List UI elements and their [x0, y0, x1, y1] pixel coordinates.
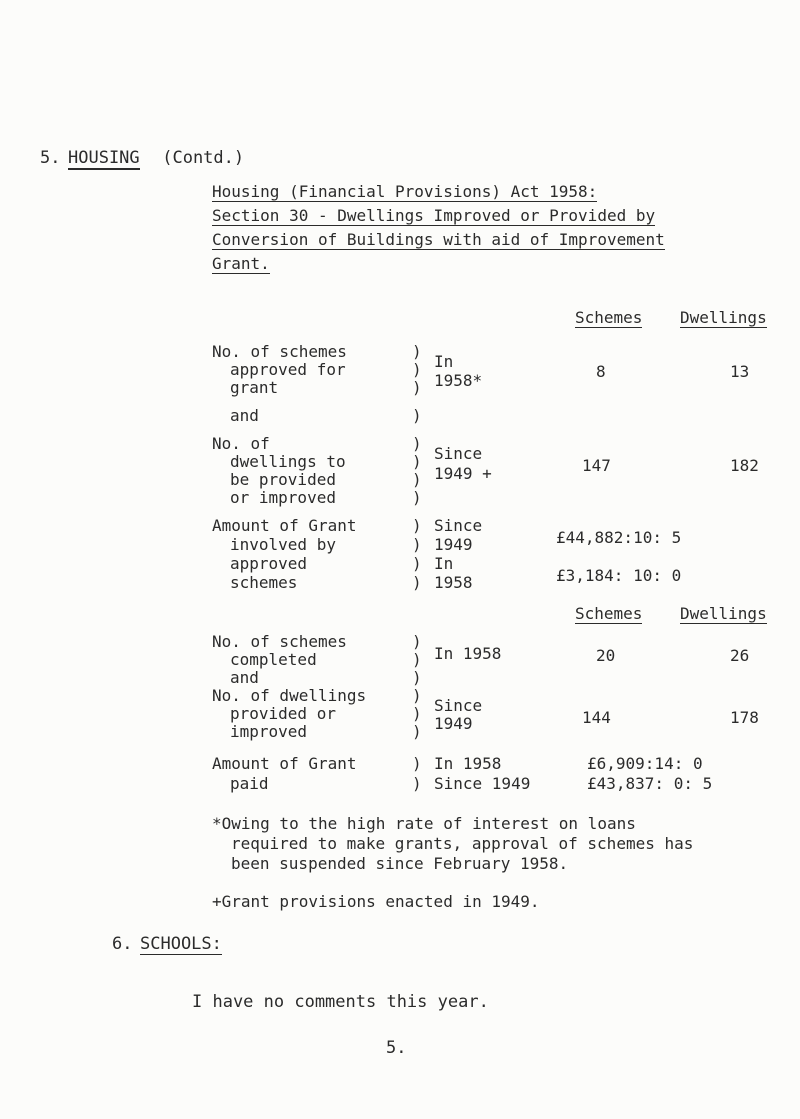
period-in-year: 1958* — [434, 371, 483, 390]
bracket: ) — [412, 668, 422, 687]
row-label: approved for — [230, 360, 346, 379]
period-since-year: 1949 — [434, 714, 473, 733]
footnote-plus: +Grant provisions enacted in 1949. — [212, 892, 540, 911]
table-1-in-schemes: 8 — [596, 362, 606, 381]
bracket: ) — [412, 535, 422, 554]
row-label: approved — [230, 554, 308, 573]
bracket: ) — [412, 360, 422, 379]
period-label: 1958 — [434, 573, 473, 592]
act-heading-line: Section 30 - Dwellings Improved or Provided by — [212, 206, 656, 225]
row-label: No. of — [212, 434, 270, 453]
section-5-contd: (Contd.) — [152, 148, 245, 168]
bracket: ) — [412, 554, 422, 573]
row-label: Amount of Grant — [212, 754, 357, 773]
period-since-label: Since — [434, 696, 483, 715]
bracket: ) — [412, 632, 422, 651]
period-since-year: 1949 + — [434, 464, 492, 483]
row-label: and — [230, 668, 259, 687]
bracket: ) — [412, 650, 422, 669]
table-1-in-dwellings: 13 — [730, 362, 750, 381]
section-6-body: I have no comments this year. — [192, 992, 489, 1012]
table-2-since-dwellings: 178 — [730, 708, 759, 727]
bracket: ) — [412, 452, 422, 471]
row-label: schemes — [230, 573, 298, 592]
bracket: ) — [412, 722, 422, 741]
row-label: and — [230, 406, 259, 425]
row-label: improved — [230, 722, 308, 741]
bracket: ) — [412, 516, 422, 535]
grant-paid-in-amount: £6,909:14: 0 — [587, 754, 703, 773]
bracket: ) — [412, 774, 422, 793]
table-2-in-dwellings: 26 — [730, 646, 750, 665]
period-label: 1949 — [434, 535, 473, 554]
row-label: be provided — [230, 470, 336, 489]
row-label: grant — [230, 378, 279, 397]
period-label: Since — [434, 516, 483, 535]
section-6-title: SCHOOLS: — [140, 934, 222, 954]
bracket: ) — [412, 434, 422, 453]
period-since-label: Since — [434, 444, 483, 463]
bracket: ) — [412, 573, 422, 592]
footnote-asterisk: been suspended since February 1958. — [231, 854, 569, 873]
period-label: Since 1949 — [434, 774, 531, 793]
act-heading-line: Conversion of Buildings with aid of Improvement — [212, 230, 665, 249]
bracket: ) — [412, 754, 422, 773]
col-header-dwellings: Dwellings — [680, 308, 767, 327]
bracket: ) — [412, 488, 422, 507]
period-in-label: In — [434, 352, 454, 371]
row-label: involved by — [230, 535, 336, 554]
col-header-schemes: Schemes — [575, 308, 643, 327]
bracket: ) — [412, 378, 422, 397]
bracket: ) — [412, 406, 422, 425]
row-label: paid — [230, 774, 269, 793]
grant-involved-since-amount: £44,882:10: 5 — [556, 528, 682, 547]
row-label: provided or — [230, 704, 336, 723]
period-in-label: In 1958 — [434, 644, 502, 663]
act-heading-line: Housing (Financial Provisions) Act 1958: — [212, 182, 598, 201]
col-header-schemes: Schemes — [575, 604, 643, 623]
section-6-number: 6. — [112, 934, 133, 954]
bracket: ) — [412, 342, 422, 361]
period-label: In 1958 — [434, 754, 502, 773]
row-label: No. of dwellings — [212, 686, 367, 705]
grant-paid-since-amount: £43,837: 0: 5 — [587, 774, 713, 793]
row-label: Amount of Grant — [212, 516, 357, 535]
row-label: No. of schemes — [212, 632, 347, 651]
row-label: No. of schemes — [212, 342, 347, 361]
bracket: ) — [412, 686, 422, 705]
footnote-asterisk: *Owing to the high rate of interest on loans — [212, 814, 636, 833]
row-label: dwellings to — [230, 452, 346, 471]
period-label: In — [434, 554, 454, 573]
bracket: ) — [412, 470, 422, 489]
bracket: ) — [412, 704, 422, 723]
grant-involved-in-amount: £3,184: 10: 0 — [556, 566, 682, 585]
page-number: 5. — [386, 1038, 407, 1058]
col-header-dwellings: Dwellings — [680, 604, 767, 623]
table-1-since-schemes: 147 — [582, 456, 611, 475]
act-heading-line: Grant. — [212, 254, 270, 273]
footnote-asterisk: required to make grants, approval of schemes has — [231, 834, 694, 853]
table-1-since-dwellings: 182 — [730, 456, 759, 475]
row-label: or improved — [230, 488, 336, 507]
section-5-number: 5. — [40, 148, 61, 168]
section-5-title: HOUSING — [68, 148, 140, 168]
table-2-since-schemes: 144 — [582, 708, 611, 727]
row-label: completed — [230, 650, 317, 669]
table-2-in-schemes: 20 — [596, 646, 616, 665]
